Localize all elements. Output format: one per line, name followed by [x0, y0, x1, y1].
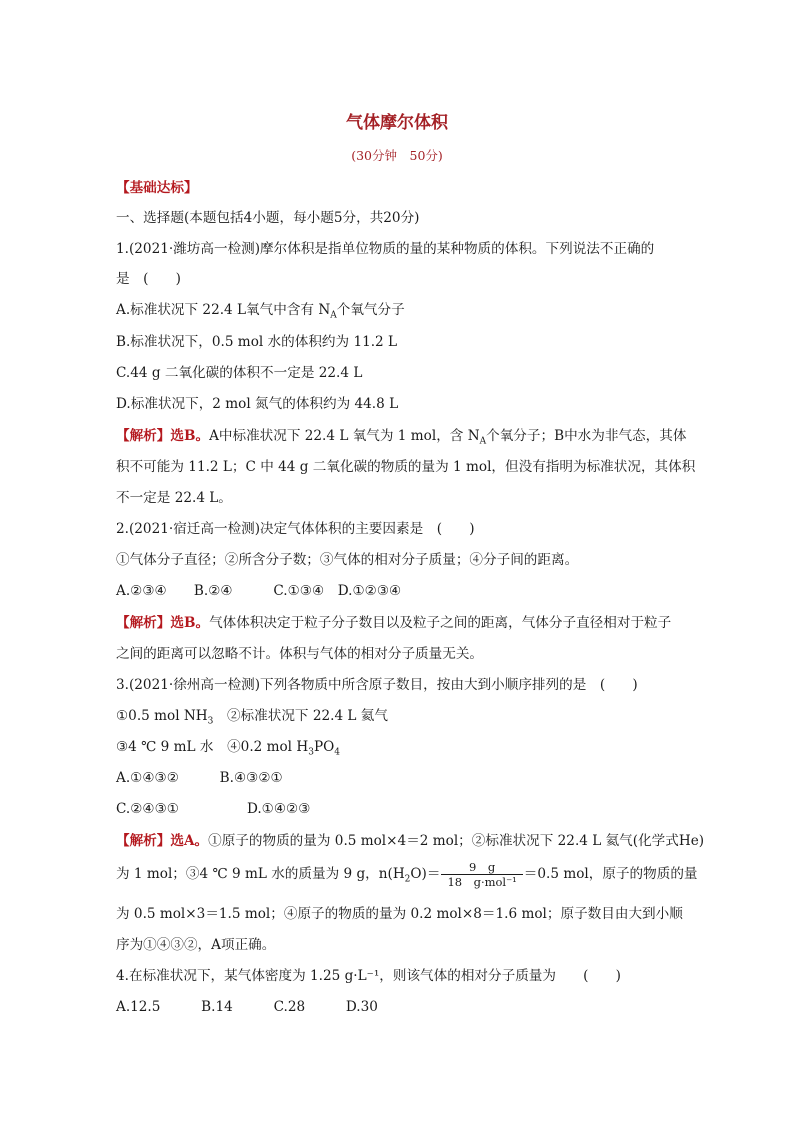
q2-stem: 2.(2021·宿迁高一检测)决定气体体积的主要因素是 ( ): [116, 521, 475, 537]
q3-options-ab: A.①④③② B.④③②①: [116, 770, 283, 786]
q3-analysis-tag: 【解析】: [116, 833, 171, 849]
q3-item2: ②标准状况下 22.4 L 氦气: [213, 708, 388, 724]
q3-item1-sub: 3: [207, 716, 214, 727]
q4-options: A.12.5 B.14 C.28 D.30: [116, 999, 378, 1015]
q1-stem-line1: 1.(2021·潍坊高一检测)摩尔体积是指单位物质的量的某种物质的体积。下列说法不正确的: [116, 241, 655, 257]
q3-analysis-line4: 序为①④③②，A项正确。: [116, 937, 276, 953]
q3-options-cd: C.②④③① D.①④②③: [116, 801, 311, 817]
q1-analysis-line1: [116, 427, 686, 451]
q3-item3-mid: PO: [313, 739, 335, 755]
q3-item3-sub2: 4: [334, 747, 340, 758]
q1-analysis-text1: A中标准状况下 22.4 L 氧气为 1 mol，含 N: [209, 428, 480, 444]
q3-item1: ①0.5 mol NH: [116, 708, 208, 724]
q4-stem: 4.在标准状况下，某气体密度为 1.25 g·L⁻¹，则该气体的相对分子质量为 ( ): [116, 968, 621, 984]
q1-option-c: C.44 g 二氧化碳的体积不一定是 22.4 L: [116, 365, 363, 381]
q2-answer: 选B。: [170, 615, 210, 631]
section-label: 【基础达标】: [116, 180, 198, 196]
q1-option-b: B.标准状况下，0.5 mol 水的体积约为 11.2 L: [116, 334, 398, 350]
q3-analysis-line3: 为 0.5 mol×3＝1.5 mol；④原子的物质的量为 0.2 mol×8＝1.6 mol；原子数目由大到小顺: [116, 906, 683, 922]
q3-items-line1: [116, 707, 388, 731]
q2-options: A.②③④ B.②④ C.①③④ D.①②③④: [116, 583, 402, 599]
time-score-note: (30分钟 50分): [351, 148, 443, 163]
q3-analysis-text2-mid: O)＝: [410, 866, 441, 882]
q1-analysis-sub: A: [479, 436, 487, 447]
q3-analysis-sub: 2: [404, 874, 411, 885]
page-title: 气体摩尔体积: [346, 113, 448, 133]
q1-option-a: [116, 301, 405, 325]
q3-item3-sub1: 3: [308, 747, 314, 758]
q3-analysis-text1: ①原子的物质的量为 0.5 mol×4＝2 mol；②标准状况下 22.4 L 氦气(化学式He): [208, 833, 705, 849]
q1-analysis-text1-tail: 个氧分子；B中水为非气态，其体: [486, 428, 687, 444]
q1-analysis-line2: 积不可能为 11.2 L；C 中 44 g 二氧化碳的物质的量为 1 mol，但没有指明为标准状况，其体积: [116, 459, 696, 475]
q2-items: ①气体分子直径；②所含分子数；③气体的相对分子质量；④分子间的距离。: [116, 552, 579, 568]
q2-analysis-line1: [116, 614, 671, 632]
q1-option-d: D.标准状况下，2 mol 氮气的体积约为 44.8 L: [116, 396, 399, 412]
q3-stem: 3.(2021·徐州高一检测)下列各物质中所含原子数目，按由大到小顺序排列的是 ( ): [116, 677, 638, 693]
q1-answer: 选B。: [170, 428, 210, 444]
q2-analysis-line2: 之间的距离可以忽略不计。体积与气体的相对分子质量无关。: [116, 646, 484, 662]
q3-item3: ③4 ℃ 9 mL 水 ④0.2 mol H: [116, 739, 309, 755]
q3-analysis-line1: [116, 832, 704, 850]
q2-analysis-tag: 【解析】: [116, 615, 171, 631]
fraction-numerator: 9 g: [441, 860, 522, 875]
q1-option-a-tail: 个氧气分子: [336, 302, 405, 318]
q3-answer: 选A。: [170, 833, 209, 849]
q1-option-a-text: A.标准状况下 22.4 L氧气中含有 N: [116, 302, 331, 318]
q3-analysis-text2: 为 1 mol；③4 ℃ 9 mL 水的质量为 9 g，n(H: [116, 866, 405, 882]
part-heading: 一、选择题(本题包括4小题，每小题5分，共20分): [116, 210, 420, 226]
q1-analysis-line3: 不一定是 22.4 L。: [116, 490, 232, 506]
q3-analysis-text2-tail: ＝0.5 mol，原子的物质的量: [523, 866, 698, 882]
q3-analysis-line2: [116, 860, 698, 889]
q3-items-line2: [116, 738, 340, 762]
q1-analysis-tag: 【解析】: [116, 428, 171, 444]
fraction-denominator: 18 g·mol⁻¹: [447, 875, 517, 889]
q1-option-a-sub: A: [330, 310, 337, 321]
molar-mass-fraction: [441, 860, 522, 889]
q1-stem-line2: 是 ( ): [116, 271, 181, 287]
q2-analysis-text1: 气体体积决定于粒子分子数目以及粒子之间的距离，气体分子直径相对于粒子: [209, 615, 672, 631]
